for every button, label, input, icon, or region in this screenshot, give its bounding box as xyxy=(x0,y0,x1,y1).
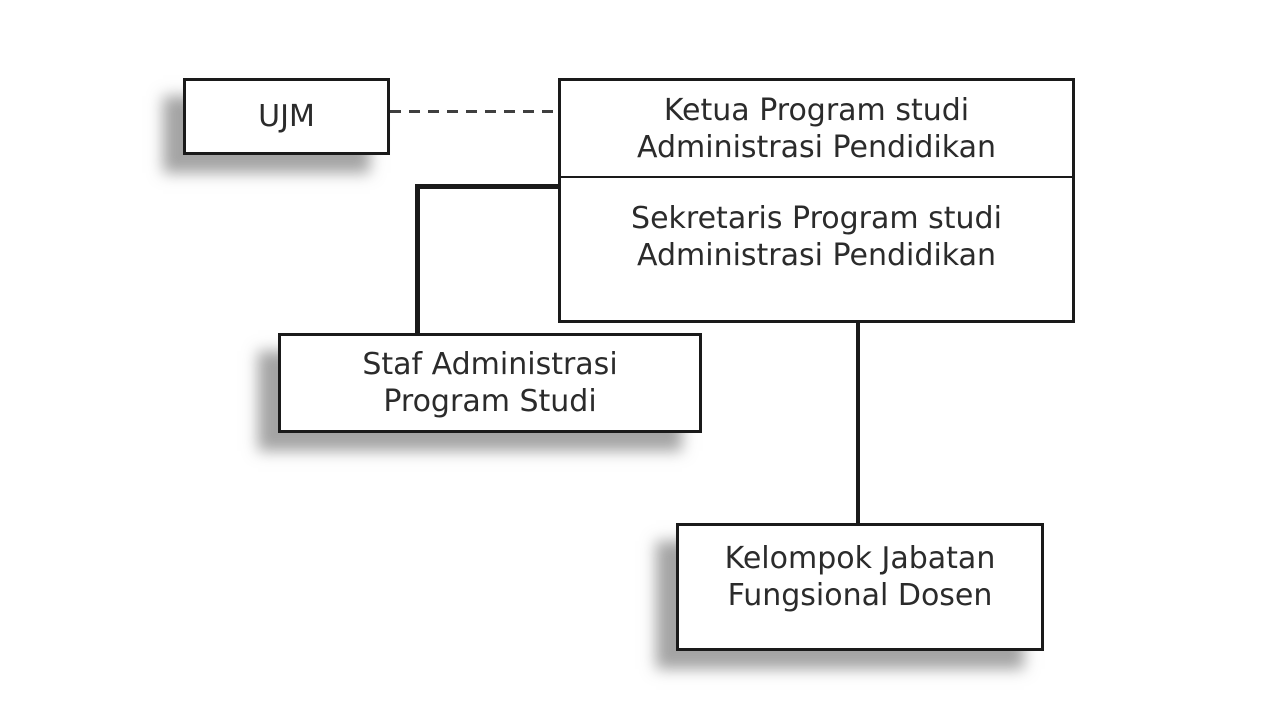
sekretaris-label-line2: Administrasi Pendidikan xyxy=(636,238,997,273)
elbow-connector-vertical xyxy=(415,184,420,333)
sekretaris-label-line1: Sekretaris Program studi xyxy=(631,201,1002,236)
org-node-sekretaris-section xyxy=(561,178,1072,320)
org-node-kelompok-jabatan xyxy=(676,523,1044,651)
org-node-ketua-section xyxy=(561,81,1072,178)
kelompok-label-line1: Kelompok Jabatan xyxy=(724,541,996,576)
elbow-connector-horizontal xyxy=(415,184,558,189)
org-node-ketua-sekretaris xyxy=(558,78,1075,323)
staf-label-line1: Staf Administrasi xyxy=(362,347,618,382)
dashed-connector-ujm-to-ketua xyxy=(390,110,558,113)
ketua-label-line1: Ketua Program studi xyxy=(663,92,970,128)
org-node-ujm xyxy=(183,78,390,155)
ujm-label: UJM xyxy=(258,99,315,134)
org-node-staf-administrasi xyxy=(278,333,702,433)
ketua-label-line2: Administrasi Pendidikan xyxy=(636,129,997,165)
staf-label-line2: Program Studi xyxy=(383,384,597,419)
kelompok-label-line2: Fungsional Dosen xyxy=(727,578,993,613)
vertical-connector-to-kelompok xyxy=(856,323,860,523)
